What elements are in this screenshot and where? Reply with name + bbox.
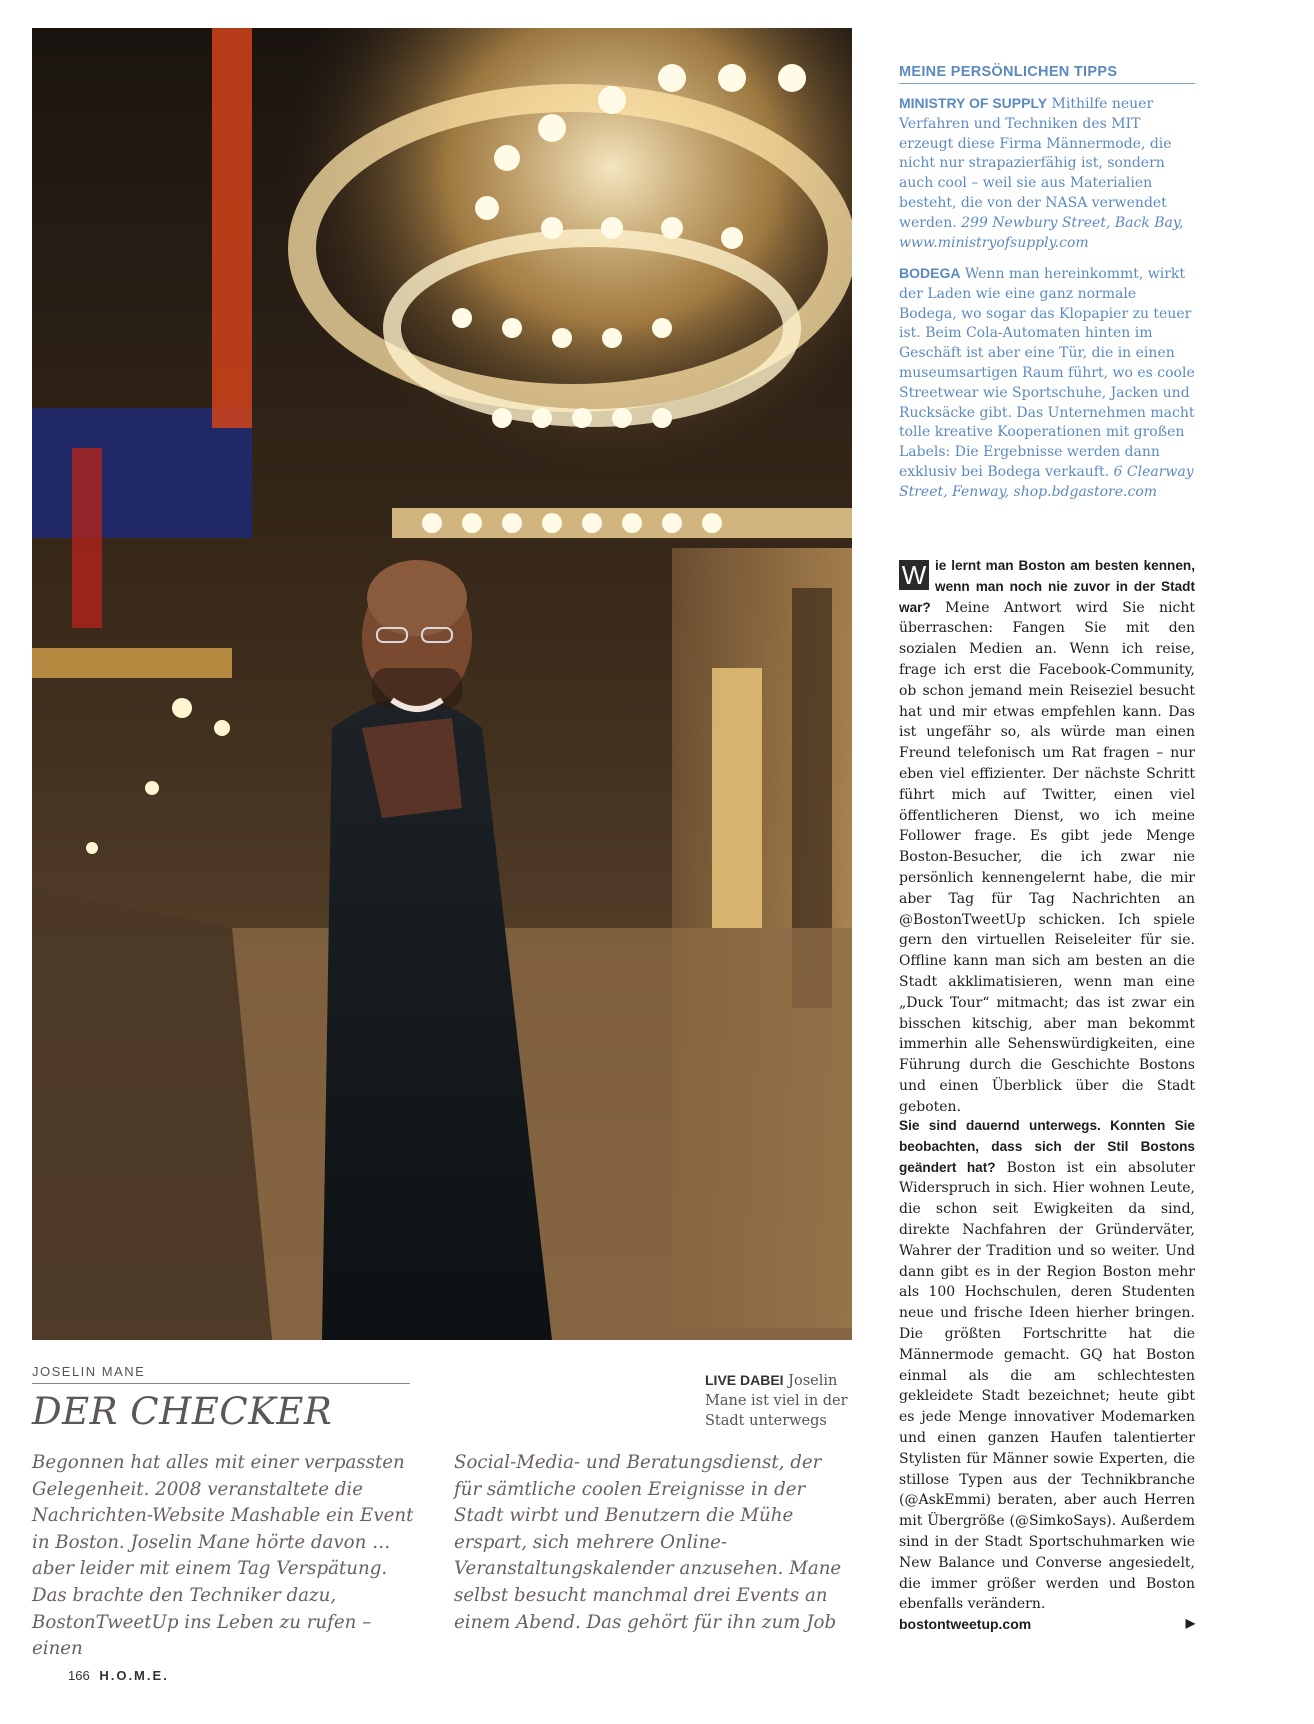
website-link[interactable] (899, 1616, 1195, 1632)
page-footer (68, 1668, 169, 1683)
tip-item (899, 264, 1195, 503)
caption-label: LIVE DABEI (705, 1372, 784, 1388)
interview-paragraph-1 (899, 556, 1195, 1118)
article-headline: DER CHECKER (32, 1390, 333, 1433)
interview-question-2: Sie sind dauernd unterwegs. Konnten Sie beobachten, dass sich der Stil Bostons geändert hat? (899, 1118, 1195, 1175)
page-number: 166 (68, 1668, 90, 1683)
interview-answer-2: Boston ist ein absoluter Widerspruch in sich. Hier wohnen Leute, die schon seit Ewigkeiten da sind, direkte Nachfahren der Gründerväter, Wahrer der Tradition und so weiter. Und dann gibt es in der Region Boston mehr als 100 Hochschulen, deren Studenten neue und frische Ideen hierher bringen. Die größten Fortschritte hat die Männermode gemacht. GQ hat Boston einmal als die am schlechtesten gekleidete Stadt bezeichnet; heute gibt es jede Menge innovativer Modemarken und einen ganzen Haufen talentierter Stylisten für Männer sowie Experten, die stillose Typen aus der Technikbranche (@AskEmmi) beraten, aber auch Herren mit Übergröße (@SimkoSays). Außerdem sind in der Stadt Sportschuhmarken wie New Balance und Converse angesiedelt, die immer größer werden und Boston ebenfalls verändern. (899, 1159, 1195, 1613)
magazine-name: H.O.M.E. (99, 1668, 169, 1683)
interview-answer-1: Meine Antwort wird Sie nicht überraschen: Fangen Sie mit den sozialen Medien an. Wenn ich reise, frage ich erst die Facebook-Community, ob schon jemand mein Reiseziel besucht hat und mir etwas empfehlen kann. Das ist ungefähr so, als würde man einen Freund telefonisch um Rat fragen – nur eben viel effizienter. Der nächste Schritt führt mich auf Twitter, einen viel öffentlicheren Dienst, wo ich meine Follower frage. Es gibt jede Menge Boston-Besucher, die ich zwar nie persönlich kennengelernt habe, die mir aber Tag für Tag Nachrichten an @BostonTweetUp schicken. Ich spiele gern den virtuellen Reiseleiter für sie. Offline kann man sich am besten an die Stadt akklimatisieren, wenn man eine „Duck Tour“ mitmacht; das ist zwar ein bisschen kitschig, aber man bekommt immerhin alle Sehenswürdigkeiten, eine Führung durch die Geschichte Bostons und einen Überblick über die Stadt geboten. (899, 599, 1195, 1115)
tip-address: 6 Clearway Street, Fenway, shop.bdgastore.com (899, 463, 1194, 500)
photo-caption (705, 1370, 855, 1431)
article-kicker: JOSELIN MANE (32, 1364, 410, 1384)
tip-text: Mithilfe neuer Verfahren und Techniken des MIT erzeugt diese Firma Männermode, die nicht nur strapazierfähig ist, sondern auch cool – weil sie aus Materialien besteht, die von der NASA verwendet werden. (899, 96, 1172, 231)
portrait-photo (32, 28, 852, 1340)
tips-title: MEINE PERSÖNLICHEN TIPPS (899, 64, 1195, 84)
caption-text: Joselin Mane ist viel in der Stadt unterwegs (705, 1373, 848, 1429)
tip-text: Wenn man hereinkommt, wirkt der Laden wie eine ganz normale Bodega, wo sogar das Klopapier zu teuer ist. Beim Cola-Automaten hinten im Geschäft ist aber eine Tür, die in einen museumsartigen Raum führt, wo es coole Streetwear wie Sportschuhe, Jacken und Rucksäcke gibt. Das Unternehmen macht tolle kreative Kooperationen mit großen Labels: Die Ergebnisse werden dann exklusiv bei Bodega verkauft. (899, 266, 1195, 480)
interview-question-1: ie lernt man Boston am besten kennen, wenn man noch nie zuvor in der Stadt war? (899, 558, 1195, 615)
lede-right: Social-Media- und Beratungsdienst, der für sämtliche coolen Ereignisse in der Stadt wirbt und Benutzern die Mühe erspart, sich mehrere Online-Veranstaltungskalender anzusehen. Mane selbst besucht manchmal drei Events an einem Abend. Das gehört für ihn zum Job (454, 1452, 842, 1633)
lede-left: Begonnen hat alles mit einer verpassten Gelegenheit. 2008 veranstaltete die Nachrichten-Website Mashable ein Event in Boston. Joselin Mane hörte davon … aber leider mit einem Tag Verspätung. Das brachte den Techniker dazu, BostonTweetUp ins Leben zu rufen – einen (32, 1452, 414, 1660)
tip-name: BODEGA (899, 265, 961, 281)
photo-illustration (32, 28, 852, 1340)
tip-address: 299 Newbury Street, Back Bay, www.ministryofsupply.com (899, 214, 1184, 251)
interview-paragraph-2 (899, 1116, 1195, 1615)
website-text[interactable]: bostontweetup.com (899, 1616, 1032, 1632)
tip-name: MINISTRY OF SUPPLY (899, 95, 1048, 111)
continue-arrow-icon: ▶ (1185, 1616, 1195, 1630)
drop-cap: W (899, 560, 929, 590)
tip-item (899, 94, 1195, 253)
